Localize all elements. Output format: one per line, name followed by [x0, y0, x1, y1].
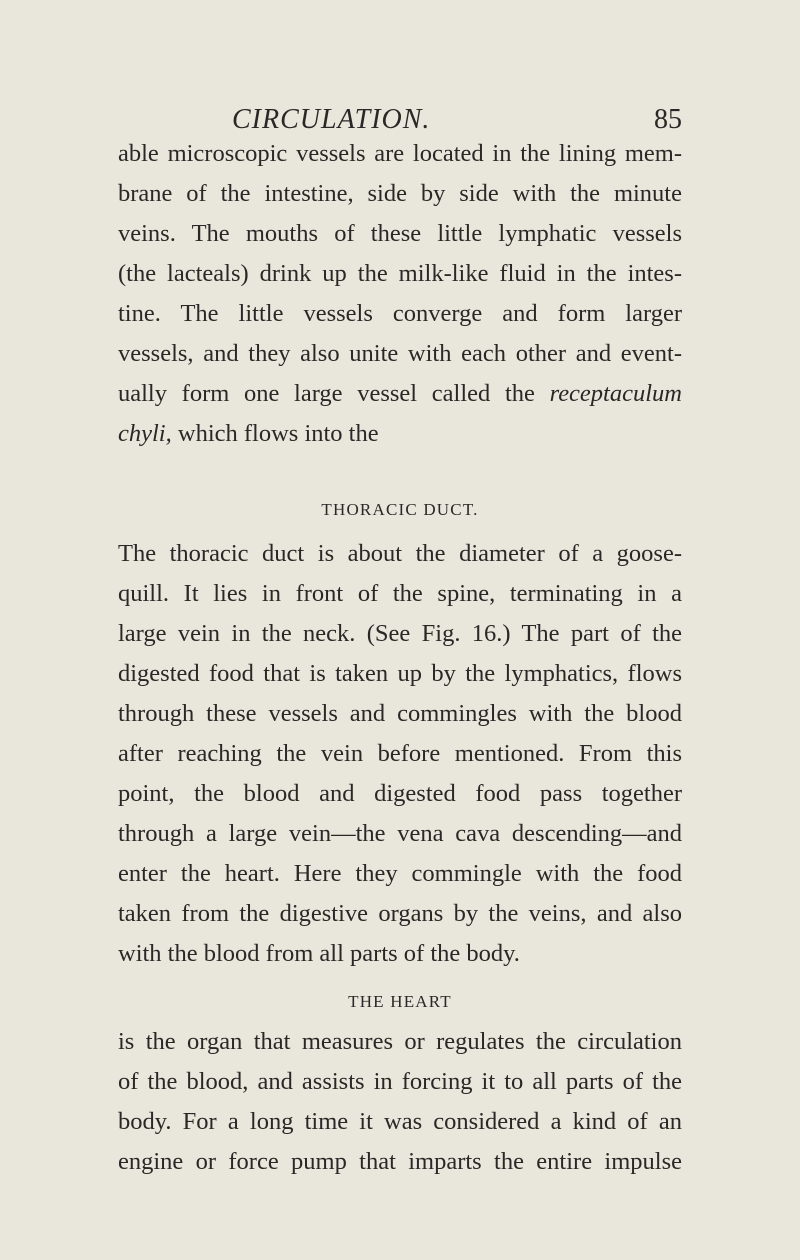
- text-line: brane of the intestine, side by side with the minute: [118, 180, 682, 207]
- text-line: The thoracic duct is about the diameter of a goose-: [118, 540, 682, 567]
- section-heading-thoracic-duct: THORACIC DUCT.: [321, 500, 479, 519]
- running-title: CIRCULATION.: [232, 104, 431, 135]
- paragraph-the-heart: [118, 1022, 682, 1182]
- section-heading-the-heart: THE HEART: [348, 992, 452, 1011]
- text-line: veins. The mouths of these little lymphatic vessels: [118, 220, 682, 247]
- text-line-last: with the blood from all parts of the body.: [118, 940, 520, 967]
- text-line: tine. The little vessels converge and form larger: [118, 300, 682, 327]
- paragraph-thoracic-duct: [118, 534, 682, 974]
- text-line: of the blood, and assists in forcing it to all parts of the: [118, 1068, 682, 1095]
- text-line: through these vessels and commingles with the blood: [118, 700, 682, 727]
- italic-term: receptaculum: [549, 380, 682, 407]
- text-line: taken from the digestive organs by the veins, and also: [118, 900, 682, 927]
- paragraph-lacteals: [118, 134, 682, 454]
- text-line: large vein in the neck. (See Fig. 16.) The part of the: [118, 620, 682, 647]
- text-line-with-term: [118, 374, 682, 414]
- text-line: engine or force pump that imparts the entire impulse: [118, 1148, 682, 1175]
- text-line: vessels, and they also unite with each other and event-: [118, 340, 682, 367]
- text-line: enter the heart. Here they commingle with the food: [118, 860, 682, 887]
- text-line: digested food that is taken up by the lymphatics, flows: [118, 660, 682, 687]
- text-line: through a large vein—the vena cava descending—and: [118, 820, 682, 847]
- text-line: body. For a long time it was considered a kind of an: [118, 1108, 682, 1135]
- text-line: point, the blood and digested food pass together: [118, 780, 682, 807]
- text-segment: ually form one large vessel called the: [118, 380, 535, 407]
- text-segment: which flows into the: [171, 420, 379, 447]
- italic-term: chyli,: [118, 420, 172, 447]
- page-number: 85: [654, 104, 682, 135]
- text-line: after reaching the vein before mentioned. From this: [118, 740, 682, 767]
- text-line: (the lacteals) drink up the milk-like fluid in the intes-: [118, 260, 682, 287]
- text-line: quill. It lies in front of the spine, terminating in a: [118, 580, 682, 607]
- text-line-last: [118, 414, 682, 454]
- text-line: is the organ that measures or regulates the circulation: [118, 1028, 682, 1055]
- text-line: able microscopic vessels are located in the lining mem-: [118, 140, 682, 167]
